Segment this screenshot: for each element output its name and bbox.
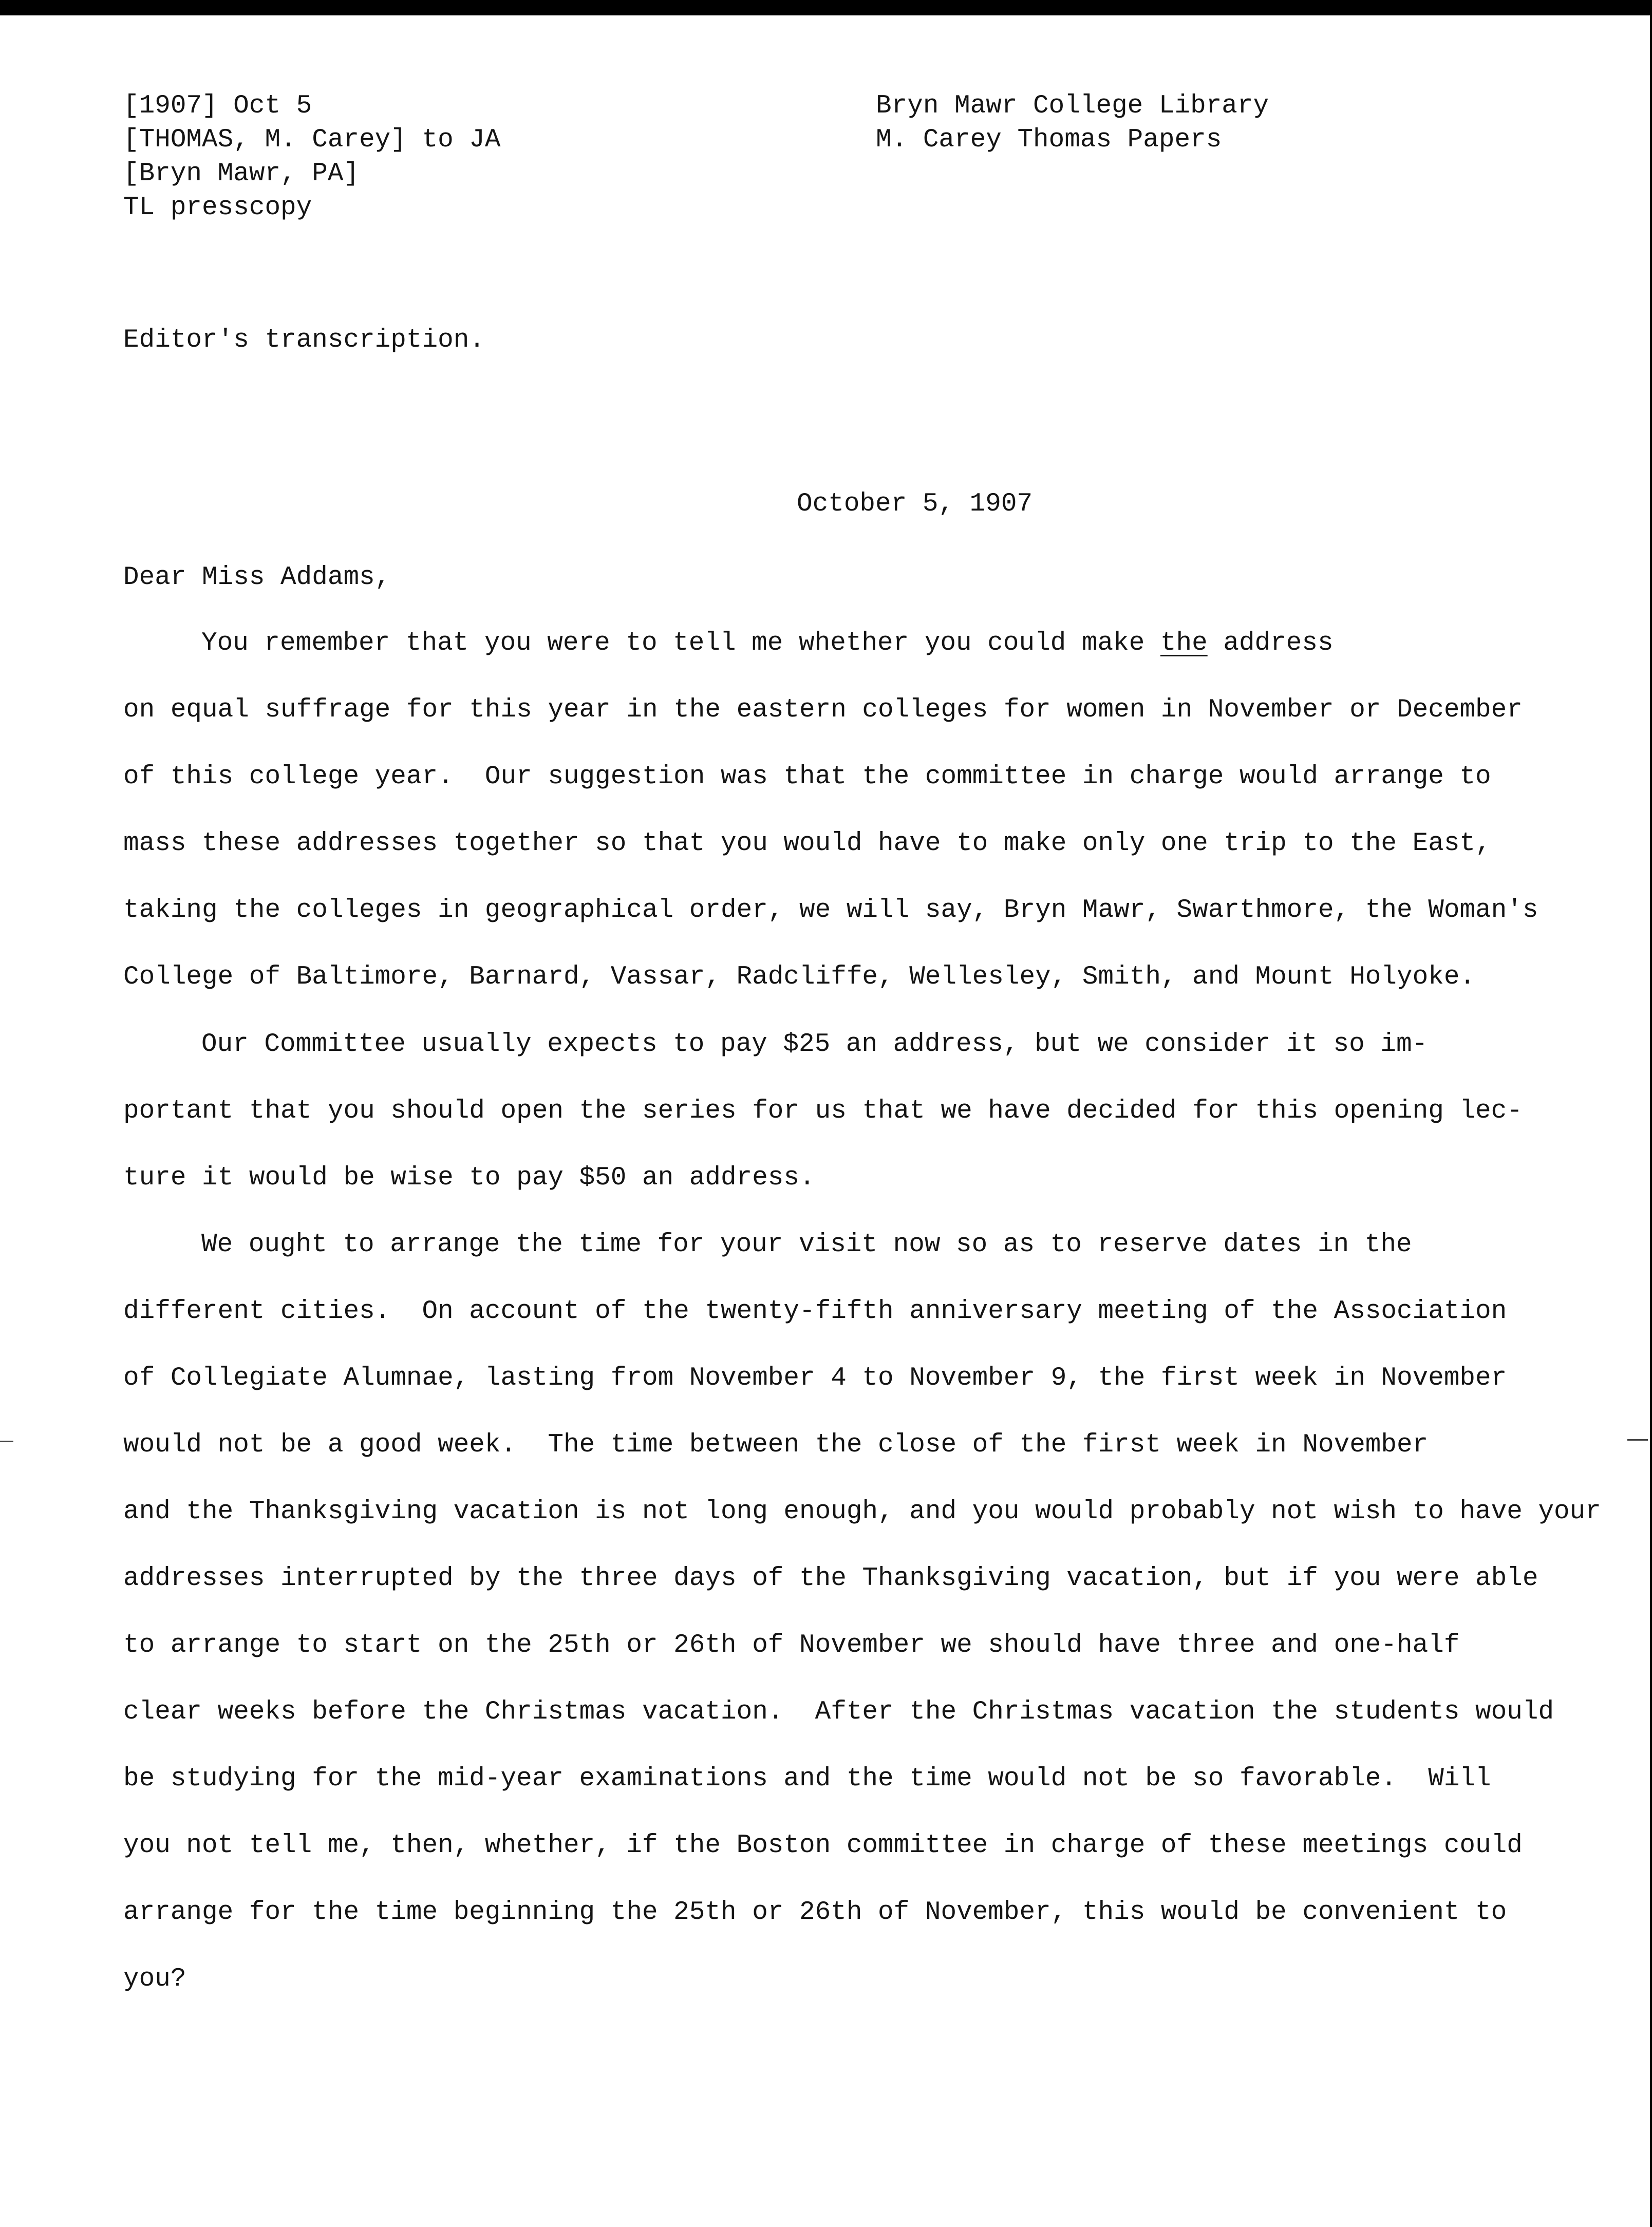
header-author-line: [THOMAS, M. Carey] to JA: [123, 125, 501, 155]
paragraph-line: College of Baltimore, Barnard, Vassar, Radcliffe, Wellesley, Smith, and Mount Holyoke.: [123, 962, 1476, 992]
paragraph-line: be studying for the mid-year examinations and the time would not be so favorable. Will: [123, 1764, 1491, 1794]
header-place-line: [Bryn Mawr, PA]: [123, 159, 360, 188]
underlined-word: the: [1160, 629, 1208, 658]
paragraph-line: taking the colleges in geographical order, we will say, Bryn Mawr, Swarthmore, the Woman's: [123, 896, 1538, 925]
scan-edge-mark: [0, 1441, 13, 1442]
header-date-line: [1907] Oct 5: [123, 91, 312, 121]
paragraph-line: clear weeks before the Christmas vacation. After the Christmas vacation the students would: [123, 1697, 1554, 1727]
scan-edge-mark: [1627, 1439, 1648, 1441]
paragraph-line: of Collegiate Alumnae, lasting from November 4 to November 9, the first week in November: [123, 1364, 1507, 1393]
paragraph-line: of this college year. Our suggestion was that the committee in charge would arrange to: [123, 762, 1491, 791]
header-collection-line: M. Carey Thomas Papers: [876, 125, 1222, 155]
header-library-line: Bryn Mawr College Library: [876, 91, 1269, 121]
letter-page: [0, 15, 1650, 2227]
paragraph-line: different cities. On account of the twenty-fifth anniversary meeting of the Association: [123, 1297, 1507, 1326]
paragraph-line: [201, 628, 1334, 659]
paragraph-line: and the Thanksgiving vacation is not long enough, and you would probably not wish to have your: [123, 1497, 1601, 1526]
paragraph-line: on equal suffrage for this year in the eastern colleges for women in November or December: [123, 695, 1523, 725]
salutation: Dear Miss Addams,: [123, 563, 391, 592]
paragraph-line: ture it would be wise to pay $50 an address.: [123, 1163, 815, 1193]
paragraph-line: you?: [123, 1965, 186, 1994]
paragraph-line: addresses interrupted by the three days of the Thanksgiving vacation, but if you were able: [123, 1564, 1538, 1593]
editor-note: Editor's transcription.: [123, 326, 485, 355]
paragraph-line: arrange for the time beginning the 25th or 26th of November, this would be convenient to: [123, 1898, 1507, 1927]
header-format-line: TL presscopy: [123, 193, 312, 222]
text-run: You remember that you were to tell me whether you could make: [201, 629, 1160, 658]
paragraph-line: would not be a good week. The time between the close of the first week in November: [123, 1430, 1429, 1460]
paragraph-line: you not tell me, then, whether, if the Boston committee in charge of these meetings could: [123, 1831, 1523, 1860]
paragraph-line: portant that you should open the series for us that we have decided for this opening lec-: [123, 1097, 1523, 1126]
letter-date: October 5, 1907: [797, 489, 1033, 519]
paragraph-line: to arrange to start on the 25th or 26th of November we should have three and one-half: [123, 1631, 1460, 1660]
paragraph-line: Our Committee usually expects to pay $25 an address, but we consider it so im-: [201, 1030, 1428, 1059]
paragraph-line: mass these addresses together so that you would have to make only one trip to the East,: [123, 829, 1491, 858]
text-run: address: [1207, 629, 1334, 658]
paragraph-line: We ought to arrange the time for your visit now so as to reserve dates in the: [201, 1230, 1412, 1259]
